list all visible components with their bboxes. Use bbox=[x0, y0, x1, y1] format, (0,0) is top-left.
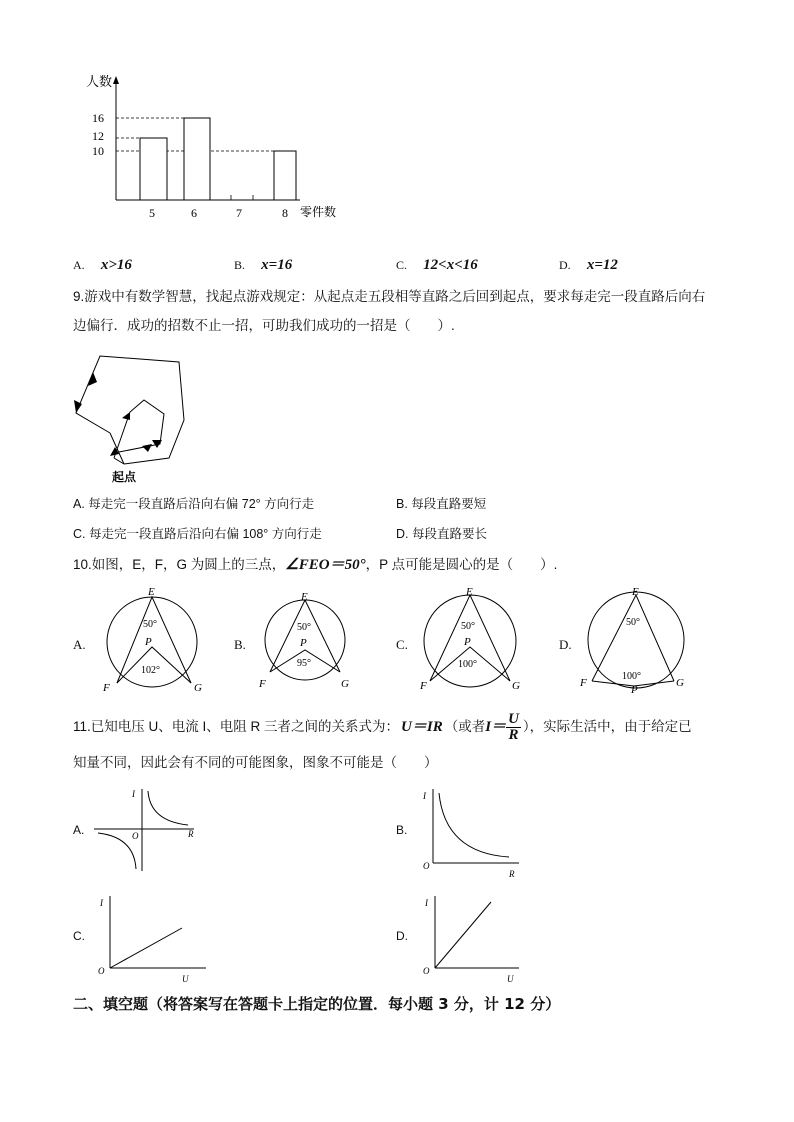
origin-label: O bbox=[98, 966, 105, 976]
bottom-angle: 100° bbox=[458, 659, 477, 670]
ytick-16: 16 bbox=[92, 111, 104, 125]
y-label: I bbox=[423, 791, 426, 801]
q11-option-a-letter[interactable]: A. bbox=[73, 823, 85, 837]
q11-option-d-letter[interactable]: D. bbox=[396, 929, 408, 943]
y-axis-label: 人数 bbox=[86, 74, 113, 89]
label-e: E bbox=[466, 586, 473, 598]
curve-negative bbox=[98, 833, 136, 869]
q10-figure-d[interactable] bbox=[578, 585, 698, 693]
x-label: R bbox=[188, 829, 194, 839]
bar-6 bbox=[184, 118, 210, 200]
line bbox=[435, 902, 491, 968]
label-p: P bbox=[145, 636, 152, 648]
q10-figure-a[interactable] bbox=[95, 585, 215, 693]
y-label: I bbox=[132, 789, 135, 799]
ytick-12: 12 bbox=[92, 129, 104, 143]
ytick-10: 10 bbox=[92, 144, 104, 158]
x-label: U bbox=[182, 974, 189, 984]
y-label: I bbox=[425, 898, 428, 908]
start-label: 起点 bbox=[112, 470, 137, 484]
line bbox=[110, 928, 182, 968]
chord-fe-eg bbox=[592, 595, 674, 681]
arrow-icon bbox=[88, 372, 97, 386]
q11-fraction-den: R bbox=[508, 726, 519, 743]
option-math: x=12 bbox=[586, 257, 618, 273]
option-math: 12<x<16 bbox=[423, 257, 478, 273]
q11-stem-line2: 知量不同，因此会有不同的可能图象，图象不可能是（ ） bbox=[73, 755, 438, 770]
section-2-title: 二、填空题（将答案写在答题卡上指定的位置．每小题 3 分，计 12 分） bbox=[73, 995, 561, 1013]
label-f: F bbox=[103, 682, 110, 693]
q11-graph-b[interactable] bbox=[415, 785, 525, 880]
q10-stem-pre: 10.如图，E，F，G 为圆上的三点， bbox=[73, 557, 286, 572]
x-label: U bbox=[507, 974, 514, 984]
label-g: G bbox=[676, 677, 684, 689]
xtick-7: 7 bbox=[236, 206, 242, 220]
bottom-angle: 100° bbox=[622, 671, 641, 682]
q10-option-d-letter[interactable]: D. bbox=[559, 637, 572, 652]
q10-option-a-letter[interactable]: A. bbox=[73, 637, 86, 652]
q11-formula-1: U＝IR bbox=[401, 718, 443, 735]
option-math: x=16 bbox=[261, 257, 293, 273]
label-f: F bbox=[580, 677, 587, 689]
label-g: G bbox=[341, 678, 349, 690]
q11-stem-mid: （或者 bbox=[444, 719, 486, 735]
top-angle: 50° bbox=[143, 619, 157, 630]
curve-positive bbox=[148, 791, 188, 825]
q10-stem bbox=[73, 558, 557, 573]
q10-option-c-letter[interactable]: C. bbox=[396, 637, 408, 652]
bottom-angle: 95° bbox=[297, 658, 311, 669]
q11-stem-pre: 11.已知电压 U、电流 I、电阻 R 三者之间的关系式为： bbox=[73, 719, 400, 735]
label-p: P bbox=[631, 684, 638, 693]
label-f: F bbox=[420, 680, 427, 692]
q10-stem-post: ，P 点可能是圆心的是（ ）. bbox=[365, 557, 558, 572]
q11-option-b-letter[interactable]: B. bbox=[396, 823, 408, 837]
option-math: x>16 bbox=[100, 257, 132, 273]
y-label: I bbox=[100, 898, 103, 908]
q10-figure-c[interactable] bbox=[412, 585, 532, 693]
bottom-angle: 102° bbox=[141, 665, 160, 676]
q8-option-c[interactable] bbox=[396, 258, 478, 273]
q9-option-b[interactable]: B. 每段直路要短 bbox=[396, 497, 487, 511]
q9-option-d[interactable]: D. 每段直路要长 bbox=[396, 527, 487, 541]
x-label: R bbox=[509, 869, 515, 879]
top-angle: 50° bbox=[626, 617, 640, 628]
q11-option-c-letter[interactable]: C. bbox=[73, 929, 85, 943]
q11-fraction-num: U bbox=[508, 710, 519, 727]
label-g: G bbox=[512, 680, 520, 692]
option-letter: C. bbox=[396, 258, 408, 272]
q9-stem-line1: 9.游戏中有数学智慧，找起点游戏规定：从起点走五段相等直路之后回到起点，要求每走完一段直路后向右 bbox=[73, 289, 706, 304]
origin-label: O bbox=[423, 861, 430, 871]
arrow-icon bbox=[122, 412, 130, 420]
option-letter: D. bbox=[559, 258, 571, 272]
q9-stem-line2: 边偏行．成功的招数不止一招，可助我们成功的一招是（ ）. bbox=[73, 318, 455, 333]
origin-label: O bbox=[132, 831, 139, 841]
xtick-8: 8 bbox=[282, 206, 288, 220]
q8-option-d[interactable] bbox=[559, 258, 618, 273]
option-letter: B. bbox=[234, 258, 246, 272]
q11-stem-post: ），实际生活中，由于给定已 bbox=[522, 719, 692, 735]
q10-option-b-letter[interactable]: B. bbox=[234, 637, 246, 652]
outer-path bbox=[76, 356, 184, 464]
xtick-6: 6 bbox=[191, 206, 197, 220]
q11-graph-d[interactable] bbox=[415, 890, 525, 985]
q8-bar-chart bbox=[80, 70, 370, 230]
bar-5 bbox=[140, 138, 167, 200]
q9-option-a[interactable]: A. 每走完一段直路后沿向右偏 72° 方向行走 bbox=[73, 497, 315, 511]
q11-graph-c[interactable] bbox=[90, 890, 210, 985]
label-e: E bbox=[301, 591, 308, 603]
y-axis-arrow bbox=[113, 76, 119, 84]
curve bbox=[439, 793, 509, 857]
q10-figure-b[interactable] bbox=[255, 590, 360, 690]
label-e: E bbox=[148, 586, 155, 598]
q9-path-figure bbox=[64, 348, 204, 486]
x-axis-label: 零件数 bbox=[300, 205, 337, 219]
label-f: F bbox=[259, 678, 266, 690]
q11-formula-2-left: I＝ bbox=[485, 718, 507, 735]
q8-option-b[interactable] bbox=[234, 258, 292, 273]
arrow-icon bbox=[142, 444, 152, 452]
q11-stem-line1 bbox=[73, 712, 692, 742]
origin-label: O bbox=[423, 966, 430, 976]
label-g: G bbox=[194, 682, 202, 693]
top-angle: 50° bbox=[297, 622, 311, 633]
q9-option-c[interactable]: C. 每走完一段直路后沿向右偏 108° 方向行走 bbox=[73, 527, 322, 541]
q11-fraction bbox=[506, 712, 521, 743]
bar-8 bbox=[274, 151, 296, 200]
option-letter: A. bbox=[73, 258, 85, 272]
label-p: P bbox=[300, 637, 307, 649]
q11-graph-a[interactable] bbox=[90, 785, 200, 875]
q8-option-a[interactable] bbox=[73, 258, 132, 273]
label-p: P bbox=[464, 636, 471, 648]
label-e: E bbox=[632, 586, 639, 598]
top-angle: 50° bbox=[461, 621, 475, 632]
xtick-5: 5 bbox=[149, 206, 155, 220]
q10-stem-math: ∠FEO＝50° bbox=[285, 557, 366, 573]
inner-path bbox=[114, 400, 164, 458]
